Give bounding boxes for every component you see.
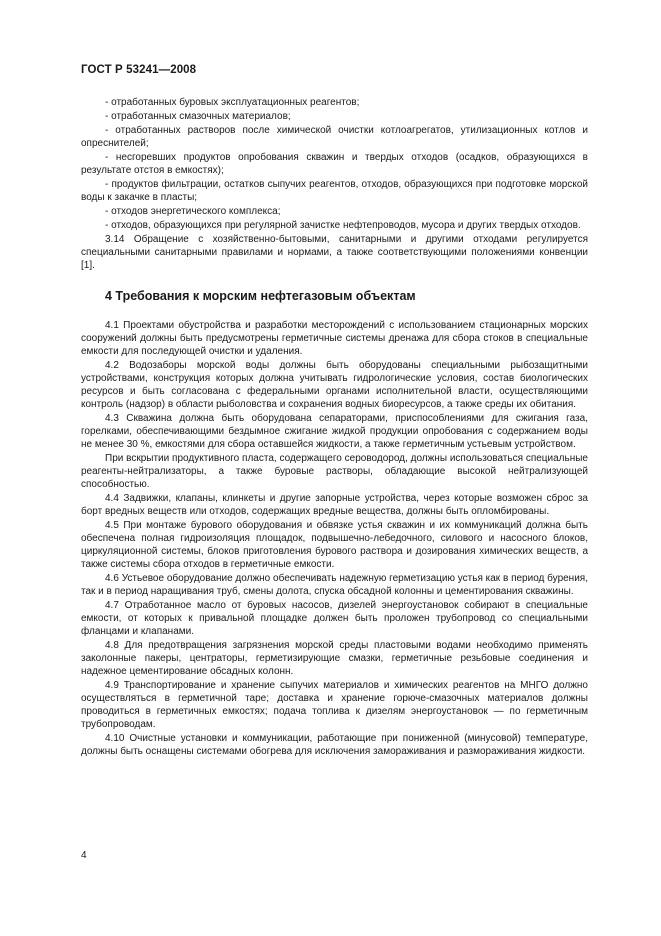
clause-3-14: 3.14 Обращение с хозяйственно-бытовыми, санитарными и другими отходами регулируется специальными санитарными правилами и нормами, а также соответствующими положениями конвенции [1]. [81,234,588,271]
clause-4-4: 4.4 Задвижки, клапаны, клинкеты и другие запорные устройства, через которые возможен сброс за борт вредных веществ или отходов, содержащих вредные вещества, должны быть опломбированы. [81,493,588,517]
list-item: - отходов энергетического комплекса; [105,206,281,217]
list-item: - отработанных растворов после химической очистки котлоагрегатов, утилизационных котлов и опреснителей; [81,125,588,149]
clause-4-10: 4.10 Очистные установки и коммуникации, работающие при пониженной (минусовой) температуре, должны быть оснащены системами обогрева для исключения замораживания и размораживания жидкости. [81,733,588,757]
clause-4-1: 4.1 Проектами обустройства и разработки месторождений с использованием стационарных морских сооружений должны быть предусмотрены герметичные системы дренажа для сбора стоков в специальные емкости для последующей очистки и удаления. [81,320,588,357]
clause-4-6: 4.6 Устьевое оборудование должно обеспечивать надежную герметизацию устья как в период бурения, так и в период наращивания труб, смены долота, спуска обсадной колонны и цементирования скважины. [81,573,588,597]
clause-4-8: 4.8 Для предотвращения загрязнения морской среды пластовыми водами необходимо применять заколонные пакеры, центраторы, герметизирующие смазки, герметичные резьбовые соединения и надежное цементирование обсадных колонн. [81,640,588,677]
list-item: - продуктов фильтрации, остатков сыпучих реагентов, отходов, образующихся при подготовке морской воды к закачке в пласты; [81,179,588,203]
clause-4-5: 4.5 При монтаже бурового оборудования и обвязке устья скважин и их коммуникаций должна быть обеспечена полная гидроизоляция площадок, подвышечно-лебедочного, силового и насосного блоков, циркуляционной системы, блоков приготовления бурового раствора и дозирования химических веществ, а также системы сбора отходов в герметичные емкости. [81,520,588,570]
list-item: - несгоревших продуктов опробования скважин и твердых отходов (осадков, образующихся в результате отстоя в емкостях); [81,152,588,176]
list-item: - отработанных смазочных материалов; [105,111,291,122]
list-item: - отходов, образующихся при регулярной зачистке нефтепроводов, мусора и других твердых отходов. [105,220,581,231]
clause-4-9: 4.9 Транспортирование и хранение сыпучих материалов и химических реагентов на МНГО должно осуществляться в герметичной таре; доставка и хранение горюче-смазочных материалов должны проводиться в герметичных емкостях; подача топлива к дизелям энергоустановок — по герметичным трубопроводам. [81,680,588,730]
clause-4-3-continuation: При вскрытии продуктивного пласта, содержащего сероводород, должны использоваться специальные реагенты-нейтрализаторы, а также буровые растворы, обладающие высокой нейтрализующей способностью. [81,453,588,490]
clause-4-2: 4.2 Водозаборы морской воды должны быть оборудованы специальными рыбозащитными устройствами, конструкция которых должна учитывать гидрологические условия, состав биологических ресурсов и быть согласована с федеральными органами исполнительной власти, осуществляющими контроль (надзор) в области рыболовства и сохранения водных биоресурсов, а также среды их обитания. [81,360,588,410]
page-number: 4 [81,850,87,861]
clause-4-3: 4.3 Скважина должна быть оборудована сепараторами, приспособлениями для сжигания газа, горелками, обеспечивающими бездымное сжигание жидкой продукции опробования с содержанием воды не менее 30 %, емкостями для сбора оставшейся жидкости, а также герметичным устьевым устройством. [81,413,588,450]
body-text [81,96,588,759]
list-item: - отработанных буровых эксплуатационных реагентов; [105,97,360,108]
section-heading: 4 Требования к морским нефтегазовым объектам [105,289,416,303]
clause-4-7: 4.7 Отработанное масло от буровых насосов, дизелей энергоустановок собирают в специальные емкости, от которых к привальной площадке должен быть проложен трубопровод со специальными фланцами и клапанами. [81,600,588,637]
document-header: ГОСТ Р 53241—2008 [81,64,197,76]
